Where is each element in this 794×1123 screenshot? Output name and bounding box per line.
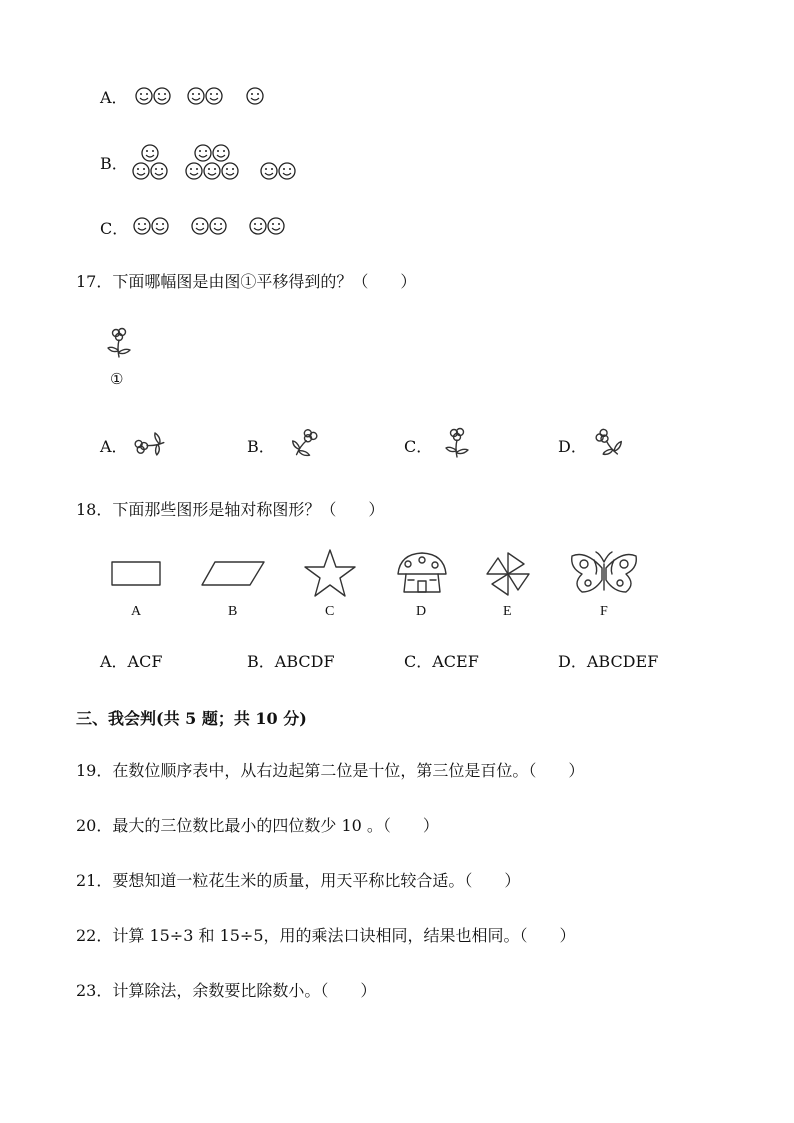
q17-text: 17．下面哪幅图是由图①平移得到的？（ ） xyxy=(76,272,417,291)
q16-option-c-label: C． xyxy=(100,219,129,238)
smiley-icon xyxy=(142,145,158,161)
q19-text: 19．在数位顺序表中，从右边起第二位是十位，第三位是百位。（ ） xyxy=(76,761,585,780)
smiley-icon xyxy=(206,88,222,104)
smiley-icon xyxy=(186,163,202,179)
smiley-icon xyxy=(210,218,226,234)
flower-rotated-icon xyxy=(132,428,168,462)
q16-option-a-label: A． xyxy=(100,88,128,107)
smiley-icon xyxy=(136,88,152,104)
smiley-icon xyxy=(247,88,263,104)
flower-tilted-icon xyxy=(286,426,322,462)
q16-option-b-smileys xyxy=(130,142,300,184)
pinwheel-icon xyxy=(484,550,532,598)
q18-shape-f-label: F xyxy=(600,604,608,619)
flower-icon xyxy=(104,326,134,360)
mushroom-house-icon xyxy=(394,550,450,596)
smiley-icon xyxy=(192,218,208,234)
smiley-icon xyxy=(151,163,167,179)
smiley-icon xyxy=(213,145,229,161)
rectangle-icon xyxy=(110,558,162,590)
smiley-icon xyxy=(134,218,150,234)
q18-option-c: C．ACEF xyxy=(404,652,479,671)
smiley-icon xyxy=(195,145,211,161)
smiley-icon xyxy=(222,163,238,179)
q17-option-a-label: A． xyxy=(100,437,128,456)
q16-option-b-label: B． xyxy=(100,154,128,173)
butterfly-icon xyxy=(568,550,640,598)
q20-text: 20．最大的三位数比最小的四位数少 10 。（ ） xyxy=(76,816,439,835)
smiley-icon xyxy=(204,163,220,179)
flower-rotated-right-icon xyxy=(591,426,627,462)
q18-option-a: A．ACF xyxy=(100,652,163,671)
star-icon xyxy=(302,548,358,598)
q18-option-b: B．ABCDF xyxy=(247,652,335,671)
smiley-icon xyxy=(279,163,295,179)
smiley-icon xyxy=(261,163,277,179)
smiley-icon xyxy=(250,218,266,234)
q18-shape-a-label: A xyxy=(131,604,142,619)
q21-text: 21．要想知道一粒花生米的质量，用天平称比较合适。（ ） xyxy=(76,871,521,890)
q17-option-c-label: C． xyxy=(404,437,433,456)
q18-shape-d-label: D xyxy=(416,604,427,619)
q23-text: 23．计算除法，余数要比除数小。（ ） xyxy=(76,981,377,1000)
q17-figure-label: ① xyxy=(110,370,124,388)
q16-option-a-smileys xyxy=(134,86,274,108)
parallelogram-icon xyxy=(200,558,268,590)
q18-shape-e-label: E xyxy=(503,604,512,619)
q22-text: 22．计算 15÷3 和 15÷5，用的乘法口诀相同，结果也相同。（ ） xyxy=(76,926,576,945)
section-3-title: 三、我会判(共 5 题；共 10 分) xyxy=(76,709,307,728)
q17-option-b-label: B． xyxy=(247,437,275,456)
smiley-icon xyxy=(188,88,204,104)
q16-option-c-smileys xyxy=(132,216,302,238)
q18-shape-b-label: B xyxy=(228,604,238,619)
q18-option-d: D．ABCDEF xyxy=(558,652,659,671)
smiley-icon xyxy=(268,218,284,234)
smiley-icon xyxy=(133,163,149,179)
flower-translated-icon xyxy=(442,426,474,462)
q18-text: 18．下面那些图形是轴对称图形？（ ） xyxy=(76,500,385,519)
q17-option-d-label: D． xyxy=(558,437,587,456)
smiley-icon xyxy=(152,218,168,234)
smiley-icon xyxy=(154,88,170,104)
q18-shape-c-label: C xyxy=(325,604,335,619)
